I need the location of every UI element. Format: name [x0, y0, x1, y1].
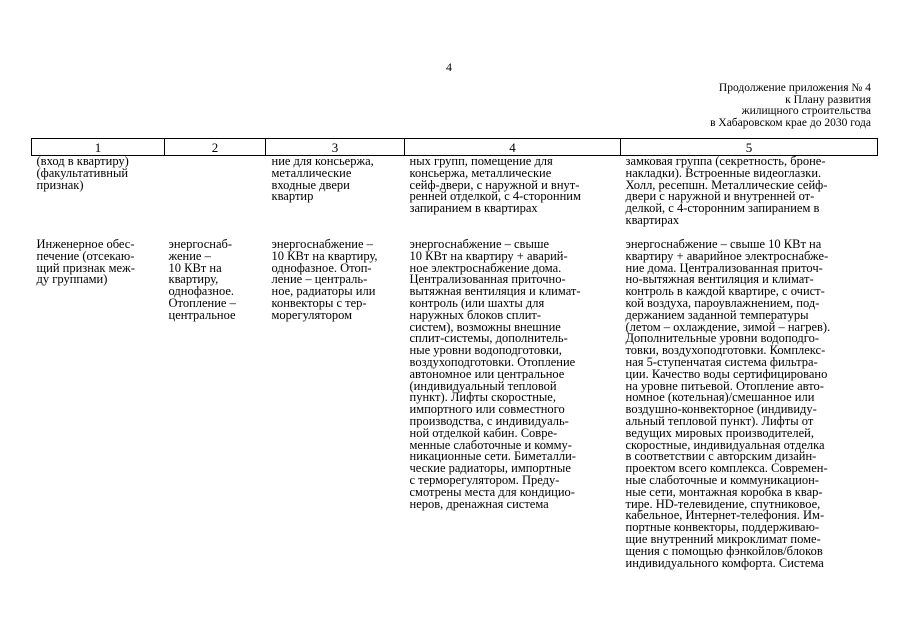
table-cell-group-2: ние для консьержа, металлические входные двери квартир — [271, 154, 374, 204]
appendix-table — [31, 138, 878, 569]
column-header-2: 2 — [165, 139, 266, 156]
page-number: 4 — [446, 60, 452, 74]
table-cell-group-3: энергоснабжение – свыше 10 КВт на квартиру + аварий- ное электроснабжение дома. Централизованная приточно- вытяжная вентиляция и климат- контроль (или шахты для наружных блоков сплит- систем), возможны внешние сплит-системы, дополнитель- ные уровни водоподготовки, воздухоподготовки. Отопление автономное или центральное (индивидуальный тепловой пункт). Лифты скоростные, импортного или совместного производства, с индивидуаль- ной отделкой кабин. Совре- менные слаботочные и комму- никационные сети. Биметалли- ческие радиаторы, импортные с терморегулятором. Преду- смотрены места для кондицио- неров, дренажная система — [409, 237, 581, 511]
appendix-header-line: Продолжение приложения № 4 — [718, 82, 871, 94]
column-header-4: 4 — [405, 139, 621, 156]
column-header-3: 3 — [266, 139, 405, 156]
table-cell-group-4: замковая группа (секретность, броне- накладки). Встроенные видеоглазки. Холл, ресепшн. Металлические сейф- двери с наружной и внутренней от- делкой, с 4-сторонним запиранием в квартирах — [625, 154, 828, 227]
table-cell-group-3: ных групп, помещение для консьержа, металлические сейф-двери, с наружной и внут- ренней отделкой, с 4-сторонним запиранием в квартирах — [409, 154, 581, 216]
appendix-header-line: жилищного строительства — [741, 105, 871, 117]
appendix-header-line: к Плану развития — [785, 93, 871, 106]
table-cell-group-1: энергоснаб- жение – 10 КВт на квартиру, однофазное. Отопление – центральное — [168, 237, 236, 322]
appendix-header — [571, 83, 871, 129]
table-cell-criterion: Инженерное обес- печение (отсекаю- щий признак меж- ду группами) — [36, 237, 135, 287]
column-header-5: 5 — [621, 139, 878, 156]
table-row — [32, 239, 878, 569]
table-cell-group-2: энергоснабжение – 10 КВт на квартиру, однофазное. Отоп- ление – централь- ное, радиаторы или конвекторы с тер- морегулятором — [271, 237, 378, 322]
column-header-1: 1 — [32, 139, 165, 156]
table-header-row — [32, 139, 878, 156]
table-cell-criterion: (вход в квартиру) (факультативный признак) — [36, 154, 129, 192]
appendix-header-line: в Хабаровском крае до 2030 года — [710, 116, 871, 129]
table-row — [32, 156, 878, 240]
table-cell-group-4: энергоснабжение – свыше 10 КВт на квартиру + аварийное электроснабже- ние дома. Централизованная приточ- но-вытяжная вентиляция и климат- контроль в каждой квартире, с очист- кой воздуха, пароувлажнением, под- держанием заданной температуры (летом – охлаждение, зимой – нагрев). Дополнительные уровни водоподго- товки, воздухоподготовки. Комплекс- ная 5-ступенчатая система фильтра- ции. Качество воды сертифицировано на уровне питьевой. Отопление авто- номное (котельная)/смешанное или воздушно-конвекторное (индивиду- альный тепловой пункт). Лифты от ведущих мировых производителей, скоростные, индивидуальная отделка в соответствии с авторским дизайн- проектом всего комплекса. Современ- ные слаботочные и коммуникацион- ные сети, монтажная коробка в квар- тире. HD-телевидение, спутниковое, кабельное, Интернет-телефония. Им- портные конвекторы, поддерживаю- щие внутренний микроклимат поме- щения с помощью фэнкойлов/блоков индивидуального комфорта. Система — [625, 237, 831, 570]
table-cell-group-1 — [165, 156, 266, 240]
